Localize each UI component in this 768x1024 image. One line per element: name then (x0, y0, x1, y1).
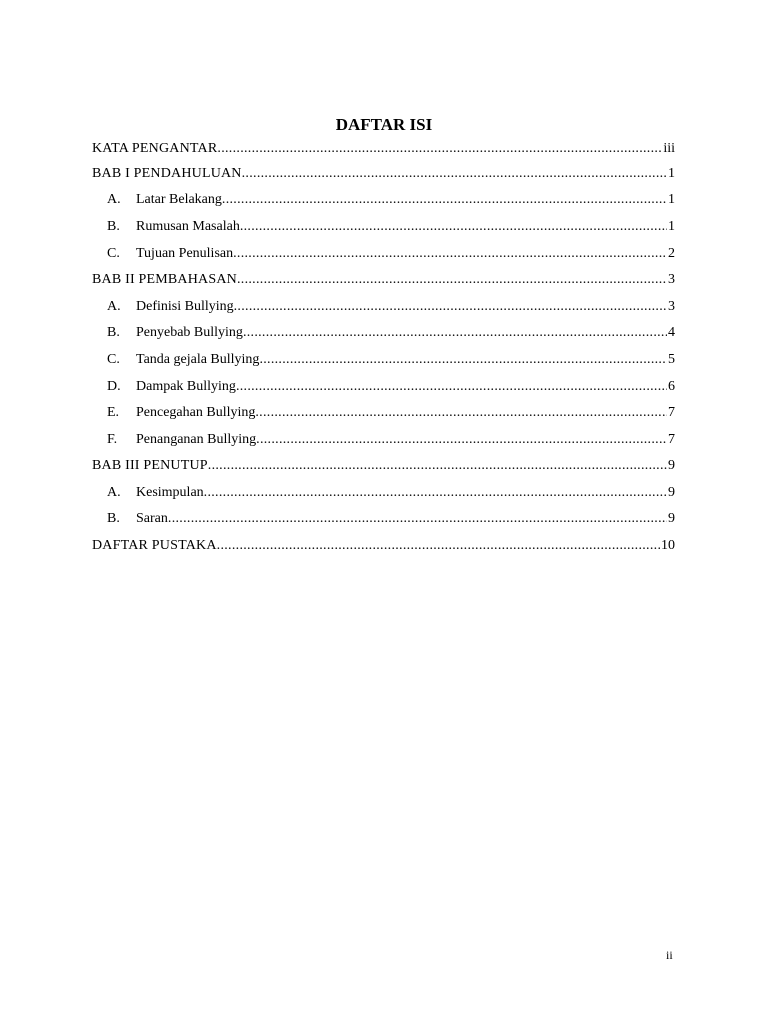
toc-entry-letter: A. (107, 192, 121, 207)
toc-entry (107, 481, 675, 505)
toc-entry-page: 9 (668, 485, 675, 500)
toc-dot-leader (256, 428, 667, 452)
toc-entry-label: Latar Belakang (136, 192, 222, 207)
page-number: ii (666, 948, 673, 962)
toc-entry-letter: A. (107, 485, 121, 500)
toc-entry (92, 137, 675, 161)
toc-entry-label: Saran (136, 511, 168, 526)
toc-dot-leader (237, 268, 667, 292)
toc-entry-label: Dampak Bullying (136, 379, 236, 394)
toc-entry-page: 2 (668, 246, 675, 261)
toc-entry-page: 7 (668, 405, 675, 420)
toc-entry-page: 9 (668, 511, 675, 526)
toc-entry-letter: B. (107, 219, 120, 234)
toc-entry (107, 188, 675, 212)
toc-entry (107, 428, 675, 452)
toc-entry-letter: B. (107, 511, 120, 526)
toc-entry (92, 162, 675, 186)
toc-entry-label: BAB I PENDAHULUAN (92, 166, 242, 181)
toc-entry-letter: F. (107, 432, 118, 447)
toc-entry-page: 10 (661, 538, 675, 553)
toc-entry (107, 348, 675, 372)
toc-dot-leader (217, 534, 660, 558)
toc-dot-leader (168, 507, 667, 531)
toc-entry (107, 507, 675, 531)
toc-entry (107, 215, 675, 239)
toc-entry-page: 6 (668, 379, 675, 394)
toc-entry-page: 7 (668, 432, 675, 447)
toc-entry (92, 454, 675, 478)
toc-entry-label: Penanganan Bullying (136, 432, 257, 447)
toc-entry-page: 5 (668, 352, 675, 367)
toc-entry-label: BAB II PEMBAHASAN (92, 272, 237, 287)
toc-entry-label: Pencegahan Bullying (136, 405, 256, 420)
toc-entry-label: KATA PENGANTAR (92, 141, 218, 156)
toc-entry-letter: E. (107, 405, 120, 420)
toc-entry (92, 534, 675, 558)
toc-entry-page: 4 (668, 325, 675, 340)
toc-dot-leader (204, 481, 667, 505)
toc-entry-letter: D. (107, 379, 121, 394)
toc-entry-letter: C. (107, 246, 120, 261)
toc-entry-letter: B. (107, 325, 120, 340)
toc-entry-label: Rumusan Masalah (136, 219, 240, 234)
toc-entry-page: 1 (668, 219, 675, 234)
toc-entry-letter: A. (107, 299, 121, 314)
toc-entry-label: Penyebab Bullying (136, 325, 243, 340)
toc-dot-leader (233, 242, 667, 266)
toc-entry (92, 268, 675, 292)
toc-entry-page: 1 (668, 166, 675, 181)
toc-dot-leader (234, 295, 667, 319)
toc-dot-leader (255, 401, 667, 425)
toc-entry (107, 401, 675, 425)
toc-entry-page: 3 (668, 299, 675, 314)
toc-dot-leader (236, 375, 667, 399)
toc-dot-leader (222, 188, 667, 212)
toc-entry (107, 242, 675, 266)
toc-entry-page: 3 (668, 272, 675, 287)
toc-entry (107, 321, 675, 345)
toc-entry-letter: C. (107, 352, 120, 367)
toc-entry-page: 1 (668, 192, 675, 207)
toc-entry-page: 9 (668, 458, 675, 473)
toc-entry-label: DAFTAR PUSTAKA (92, 538, 217, 553)
toc-entry-page: iii (663, 141, 675, 156)
toc-entry-label: Definisi Bullying (136, 299, 234, 314)
toc-entry (107, 375, 675, 399)
toc-dot-leader (240, 215, 667, 239)
toc-dot-leader (208, 454, 667, 478)
toc-entry (107, 295, 675, 319)
toc-entry-label: Kesimpulan (136, 485, 204, 500)
toc-entry-label: Tanda gejala Bullying (136, 352, 260, 367)
toc-dot-leader (243, 321, 667, 345)
toc-dot-leader (259, 348, 667, 372)
toc-entry-label: Tujuan Penulisan (136, 246, 234, 261)
toc-dot-leader (242, 162, 667, 186)
toc-entry-label: BAB III PENUTUP (92, 458, 208, 473)
toc-dot-leader (217, 137, 662, 161)
page-title: DAFTAR ISI (335, 115, 433, 134)
